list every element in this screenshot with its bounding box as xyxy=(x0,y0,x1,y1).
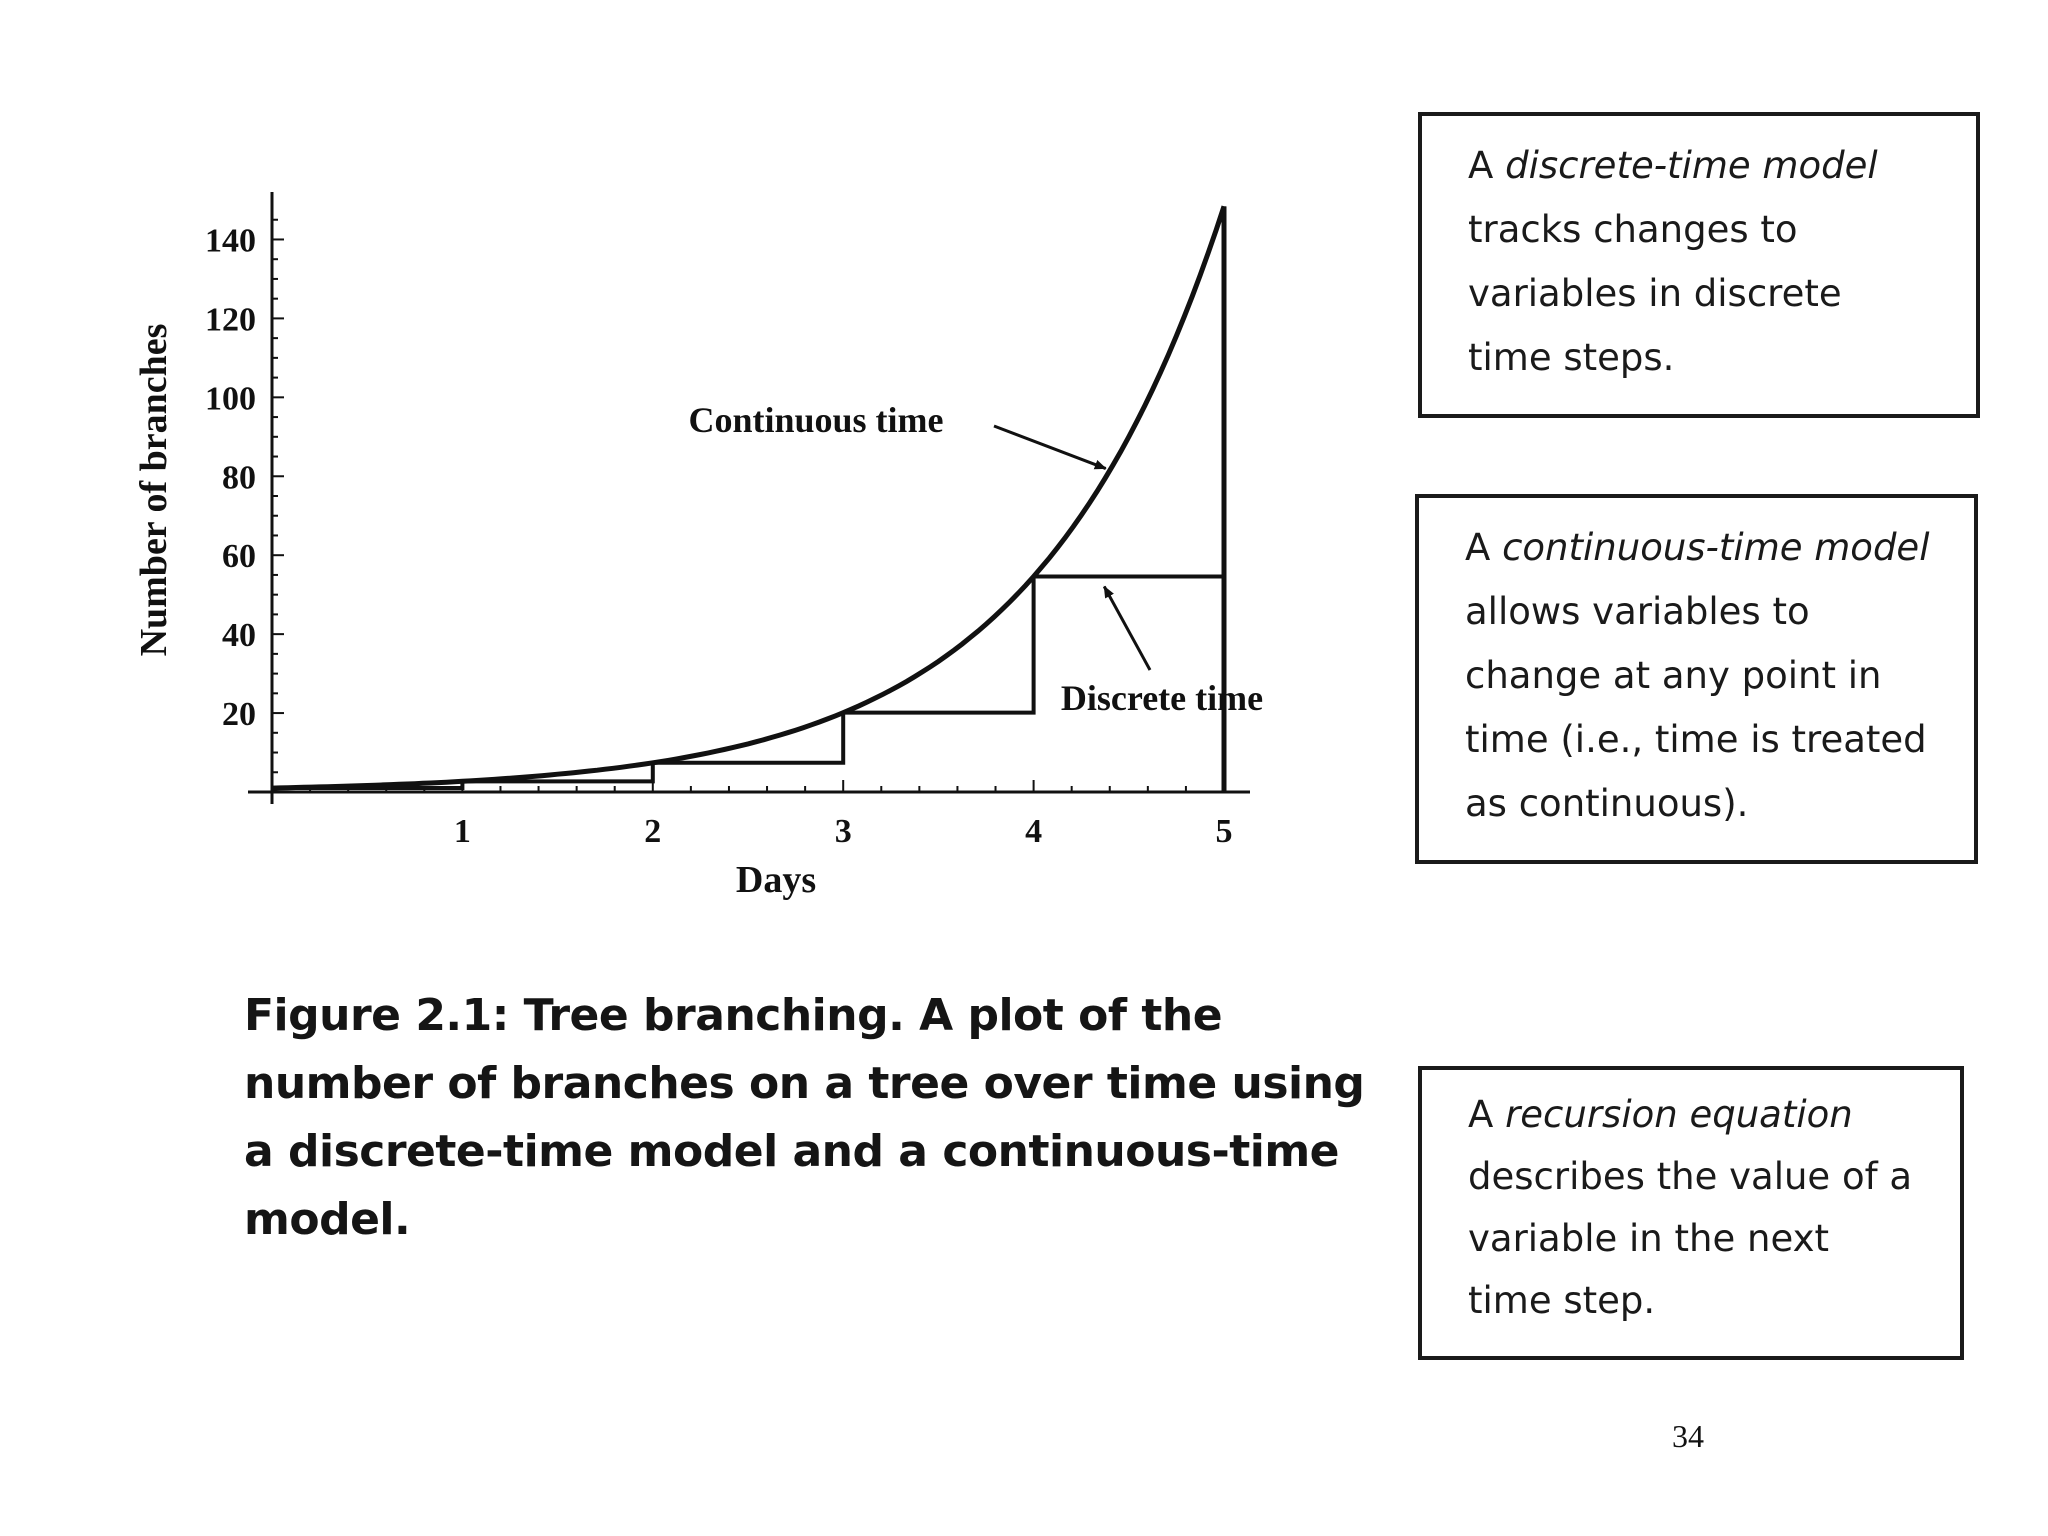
x-tick-label: 3 xyxy=(834,813,852,850)
box-term: recursion equation xyxy=(1505,1093,1853,1136)
box-text: describes the value of a variable in the next time step. xyxy=(1468,1155,1913,1322)
definition-box-discrete-time xyxy=(1418,112,1980,418)
x-tick-label: 4 xyxy=(1025,813,1043,850)
annotation-arrow-discrete xyxy=(1104,587,1150,670)
discrete-time-step xyxy=(1034,206,1224,576)
y-tick-label: 120 xyxy=(205,301,256,339)
discrete-time-step xyxy=(843,577,1033,713)
y-tick-label: 100 xyxy=(205,380,256,418)
x-tick-label: 2 xyxy=(644,813,662,850)
box-text: tracks changes to variables in discrete time steps. xyxy=(1468,208,1842,379)
x-tick-label: 1 xyxy=(453,813,471,850)
box-text: allows variables to change at any point in time (i.e., time is treated as continuous). xyxy=(1465,590,1927,825)
figure-chart xyxy=(0,0,1380,960)
box-term: continuous-time model xyxy=(1502,526,1930,569)
y-tick-label: 20 xyxy=(222,696,256,734)
y-tick-label: 80 xyxy=(222,459,256,497)
box-article: A xyxy=(1468,1093,1494,1136)
page-number: 34 xyxy=(1672,1418,1704,1454)
annotation-arrow-continuous xyxy=(994,426,1106,469)
definition-box-recursion-equation xyxy=(1418,1066,1964,1360)
chart-svg xyxy=(0,0,1380,960)
figure-caption: Figure 2.1: Tree branching. A plot of the number of branches on a tree over time using a discrete-time model and a continuous-time model. xyxy=(244,990,1365,1245)
annotation-discrete-time: Discrete time xyxy=(1060,678,1264,718)
x-axis-label: Days xyxy=(735,859,817,901)
discrete-time-step xyxy=(653,713,843,763)
labels xyxy=(133,324,1263,901)
definition-box-continuous-time xyxy=(1415,494,1978,864)
box-article: A xyxy=(1468,144,1494,187)
x-tick-label: 5 xyxy=(1215,813,1233,850)
y-tick-label: 40 xyxy=(222,617,256,655)
box-term: discrete-time model xyxy=(1505,144,1878,187)
annotation-continuous-time: Continuous time xyxy=(688,400,944,440)
y-axis-label: Number of branches xyxy=(133,323,175,657)
y-tick-label: 140 xyxy=(205,222,256,260)
box-article: A xyxy=(1465,526,1491,569)
y-tick-label: 60 xyxy=(222,538,256,576)
